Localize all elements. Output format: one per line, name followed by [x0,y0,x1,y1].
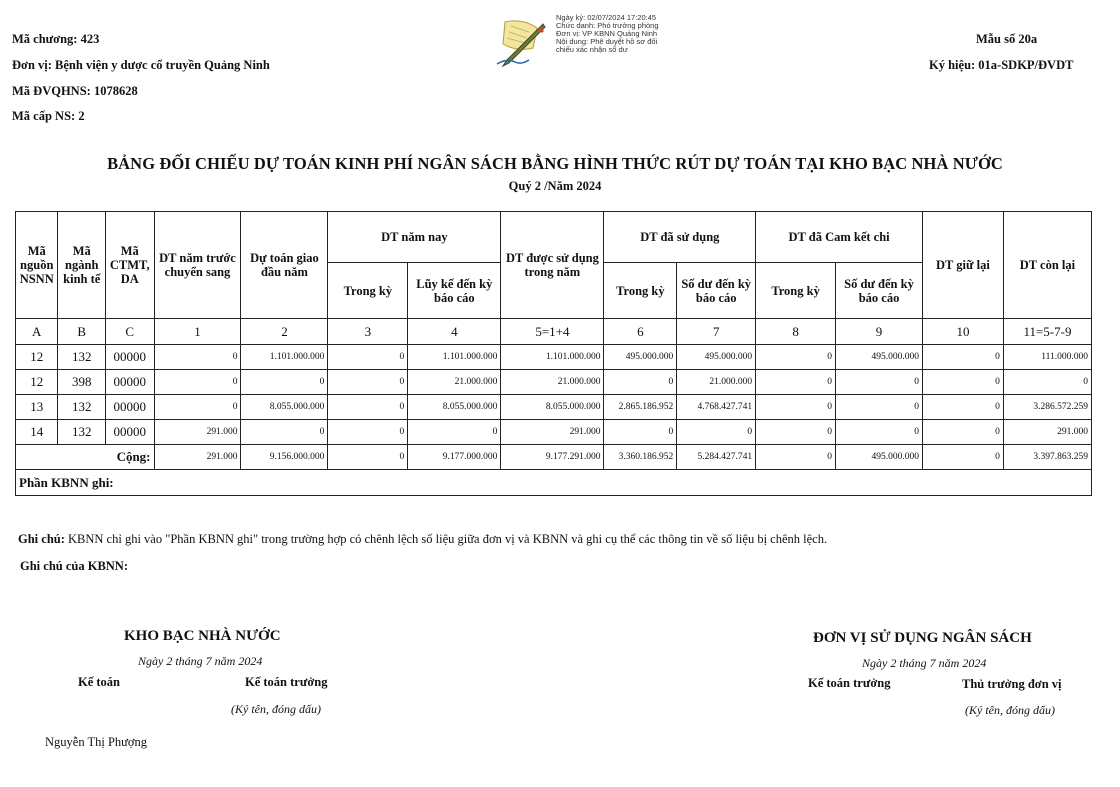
total-row [16,445,1092,470]
table-cell: 00000 [105,420,154,445]
sig-line-unit: Đơn vị: VP KBNN Quảng Ninh [556,29,658,38]
total-label: Cộng: [16,445,155,470]
total-cell: 495.000.000 [836,445,923,470]
idx-cell: 4 [408,319,501,345]
table-cell: 8.055.000.000 [501,395,604,420]
idx-cell: C [105,319,154,345]
mau-so: Mẫu số 20a [976,32,1038,46]
total-cell: 3.397.863.259 [1003,445,1091,470]
table-cell: 0 [241,370,328,395]
idx-cell: 1 [154,319,241,345]
table-cell: 0 [328,420,408,445]
digital-signature-info [556,14,659,54]
total-cell: 0 [923,445,1004,470]
table-cell: 4.768.427.741 [677,395,756,420]
table-row [16,395,1092,420]
table-cell: 0 [923,370,1004,395]
table-cell: 0 [408,420,501,445]
left-sign-note: (Ký tên, đóng dấu) [231,702,321,716]
total-cell: 0 [756,445,836,470]
table-cell: 0 [154,395,241,420]
table-cell: 111.000.000 [1003,345,1091,370]
table-cell: 0 [756,420,836,445]
table-cell: 21.000.000 [501,370,604,395]
th-trong-ky-3: Trong kỳ [756,263,836,319]
table-row [16,420,1092,445]
table-cell: 132 [58,395,106,420]
table-cell: 0 [836,420,923,445]
idx-cell: 8 [756,319,836,345]
table-cell: 3.286.572.259 [1003,395,1091,420]
table-cell: 0 [923,395,1004,420]
table-cell: 12 [16,370,58,395]
ma-dvqhns: Mã ĐVQHNS: 1078628 [12,84,138,98]
page-title: BẢNG ĐỐI CHIẾU DỰ TOÁN KINH PHÍ NGÂN SÁCH BẰNG HÌNH THỨC RÚT DỰ TOÁN TẠI KHO BẠC NHÀ NƯỚC [107,154,1003,173]
idx-cell: 10 [923,319,1004,345]
table-cell: 291.000 [501,420,604,445]
table-cell: 291.000 [154,420,241,445]
table-cell: 0 [677,420,756,445]
kbnn-note-row [16,470,1092,496]
th-ma-nganh: Mã ngành kinh tế [58,212,106,319]
th-dt-giu-lai: DT giữ lại [923,212,1004,319]
th-ma-nguon: Mã nguồn NSNN [16,212,58,319]
table-cell: 132 [58,345,106,370]
total-cell: 0 [328,445,408,470]
table-cell: 8.055.000.000 [408,395,501,420]
table-row [16,370,1092,395]
total-cell: 9.156.000.000 [241,445,328,470]
table-cell: 00000 [105,395,154,420]
table-cell: 13 [16,395,58,420]
table-cell: 0 [923,420,1004,445]
table-cell: 0 [836,370,923,395]
idx-cell: 2 [241,319,328,345]
left-sign-date: Ngày 2 tháng 7 năm 2024 [138,654,263,668]
ke-toan-truong-left-label: Kế toán trưởng [245,675,328,689]
table-cell: 00000 [105,345,154,370]
table-cell: 00000 [105,370,154,395]
th-so-du-den-ky: Số dư đến kỳ báo cáo [677,263,756,319]
table-cell: 1.101.000.000 [501,345,604,370]
reconciliation-table [15,211,1092,496]
index-row [16,319,1092,345]
ghi-chu [18,532,827,547]
th-trong-ky-2: Trong kỳ [604,263,677,319]
th-luy-ke: Lũy kế đến kỳ báo cáo [408,263,501,319]
page-subtitle: Quý 2 /Năm 2024 [508,179,602,193]
sig-line-content-2: chiếu xác nhận số dư [556,45,628,54]
idx-cell: 11=5-7-9 [1003,319,1091,345]
table-cell: 12 [16,345,58,370]
ghi-chu-kbnn: Ghi chú của KBNN: [20,559,129,573]
idx-cell: 7 [677,319,756,345]
th-dt-da-su-dung: DT đã sử dụng [604,212,756,263]
table-cell: 0 [923,345,1004,370]
th-dt-nam-nay: DT năm nay [328,212,501,263]
idx-cell: 5=1+4 [501,319,604,345]
right-sign-date: Ngày 2 tháng 7 năm 2024 [862,656,987,670]
table-cell: 14 [16,420,58,445]
ghi-chu-label: Ghi chú: [18,532,65,546]
th-dt-nam-truoc: DT năm trước chuyển sang [154,212,241,319]
table-cell: 0 [241,420,328,445]
total-cell: 291.000 [154,445,241,470]
left-sign-title: KHO BẠC NHÀ NƯỚC [124,628,281,644]
total-cell: 9.177.291.000 [501,445,604,470]
table-cell: 0 [154,370,241,395]
idx-cell: 6 [604,319,677,345]
th-dt-con-lai: DT còn lại [1003,212,1091,319]
table-cell: 21.000.000 [677,370,756,395]
sig-line-date: Ngày ký: 02/07/2024 17:20:45 [556,13,657,22]
table-cell: 0 [154,345,241,370]
table-cell: 1.101.000.000 [241,345,328,370]
ke-toan-label: Kế toán [78,675,121,689]
right-sign-note: (Ký tên, đóng dấu) [965,703,1055,717]
idx-cell: 3 [328,319,408,345]
total-cell: 9.177.000.000 [408,445,501,470]
th-so-du-den-ky-2: Số dư đến kỳ báo cáo [836,263,923,319]
table-cell: 2.865.186.952 [604,395,677,420]
table-body [16,345,1092,445]
table-cell: 495.000.000 [677,345,756,370]
idx-cell: A [16,319,58,345]
table-cell: 0 [328,395,408,420]
table-cell: 0 [836,395,923,420]
table-cell: 398 [58,370,106,395]
sig-line-content: Nội dung: Phê duyệt hồ sơ đối [556,37,658,46]
table-cell: 21.000.000 [408,370,501,395]
sig-line-title: Chức danh: Phó trưởng phòng [556,21,659,30]
thu-truong-label: Thủ trưởng đơn vị [962,677,1062,691]
idx-cell: B [58,319,106,345]
table-cell: 291.000 [1003,420,1091,445]
table-cell: 0 [604,370,677,395]
table-row [16,345,1092,370]
table-cell: 0 [756,345,836,370]
total-cell: 3.360.186.952 [604,445,677,470]
th-dt-duoc-su-dung: DT được sử dụng trong năm [501,212,604,319]
table-cell: 8.055.000.000 [241,395,328,420]
table-cell: 0 [756,370,836,395]
table-cell: 0 [328,370,408,395]
table-cell: 0 [756,395,836,420]
digital-signature-pen-icon [493,18,553,70]
table-cell: 0 [328,345,408,370]
ma-cap-ns: Mã cấp NS: 2 [12,109,85,123]
idx-cell: 9 [836,319,923,345]
th-trong-ky: Trong kỳ [328,263,408,319]
th-dt-da-cam-ket: DT đã Cam kết chi [756,212,923,263]
table-cell: 0 [604,420,677,445]
ghi-chu-text: KBNN chỉ ghi vào "Phần KBNN ghi" trong trường hợp có chênh lệch số liệu giữa đơn vị và KBNN và ghi cụ thể các thông tin về số liệu bị chênh lệch. [64,532,828,546]
ma-chuong: Mã chương: 423 [12,32,100,46]
table-cell: 132 [58,420,106,445]
right-sign-title: ĐƠN VỊ SỬ DỤNG NGÂN SÁCH [813,630,1032,646]
th-du-toan-giao: Dự toán giao đầu năm [241,212,328,319]
table-cell: 495.000.000 [836,345,923,370]
table-cell: 495.000.000 [604,345,677,370]
ke-toan-truong-right-label: Kế toán trưởng [808,676,891,690]
table-cell: 1.101.000.000 [408,345,501,370]
don-vi: Đơn vị: Bệnh viện y dược cổ truyền Quảng Ninh [12,58,270,72]
th-ma-ctmt: Mã CTMT, DA [105,212,154,319]
table-cell: 0 [1003,370,1091,395]
kbnn-note: Phần KBNN ghi: [16,470,1092,496]
ky-hieu: Ký hiệu: 01a-SDKP/ĐVDT [929,58,1074,72]
total-cell: 5.284.427.741 [677,445,756,470]
signer-name: Nguyễn Thị Phượng [45,735,148,749]
